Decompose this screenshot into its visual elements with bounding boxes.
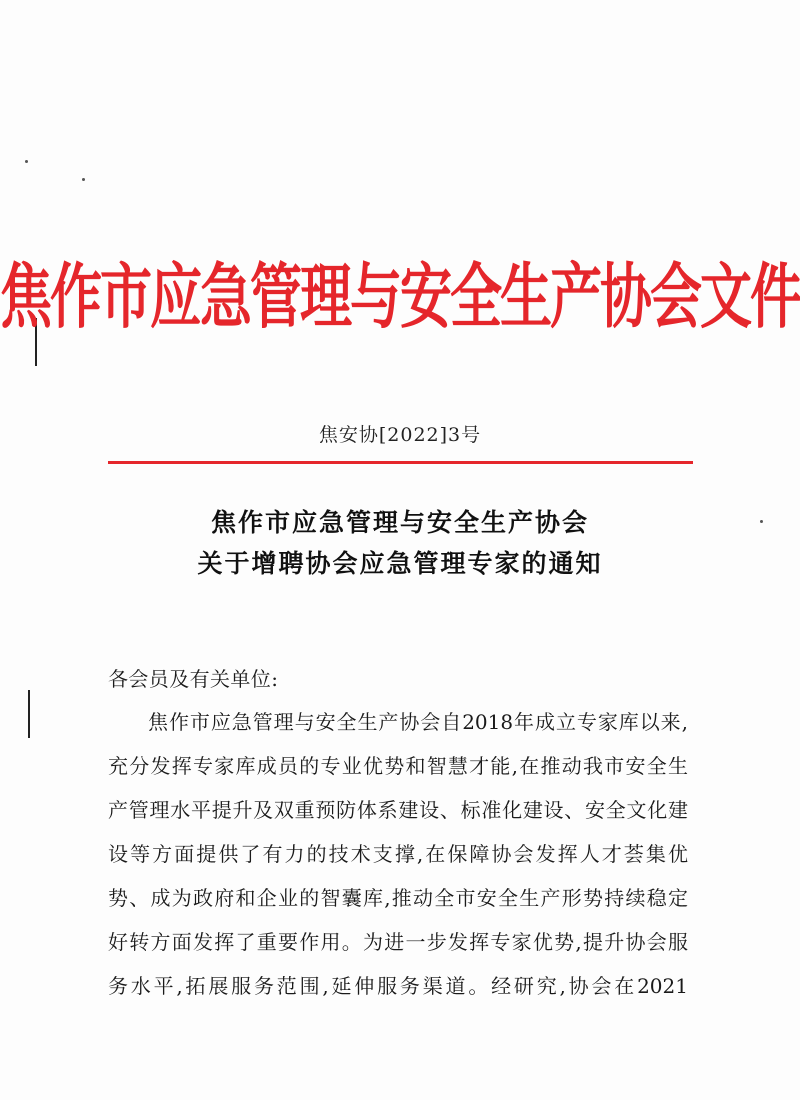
body-line: 焦作市应急管理与安全生产协会自2018年成立专家库以来, (148, 710, 688, 734)
scan-dot (25, 160, 28, 163)
red-divider-rule (108, 461, 693, 464)
body-line: 产管理水平提升及双重预防体系建设、标准化建设、安全文化建 (108, 798, 688, 822)
body-line: 设等方面提供了有力的技术支撑,在保障协会发挥人才荟集优 (108, 842, 688, 866)
body-line: 充分发挥专家库成员的专业优势和智慧才能,在推动我市安全生 (108, 754, 688, 778)
notice-title-line-1: 焦作市应急管理与安全生产协会 (210, 508, 589, 537)
scan-mark-lower (28, 690, 30, 738)
notice-title-line-2: 关于增聘协会应急管理专家的通知 (197, 549, 603, 578)
document-number: 焦安协[2022]3号 (318, 424, 482, 446)
body-line: 好转方面发挥了重要作用。为进一步发挥专家优势,提升协会服 (108, 930, 688, 954)
salutation: 各会员及有关单位: (108, 667, 279, 691)
body-line: 势、成为政府和企业的智囊库,推动全市安全生产形势持续稳定 (108, 886, 688, 910)
body-line: 务水平,拓展服务范围,延伸服务渠道。经研究,协会在2021 (108, 974, 688, 998)
org-header: 焦作市应急管理与安全生产协会文件 (0, 257, 800, 339)
scan-dot (82, 178, 85, 181)
